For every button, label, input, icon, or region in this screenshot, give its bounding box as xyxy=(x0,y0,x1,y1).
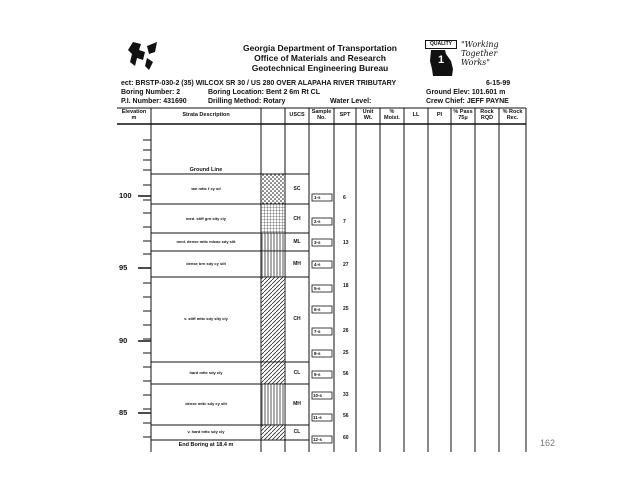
crew-chief: Crew Chief: JEFF PAYNE xyxy=(426,98,509,105)
col-spt: SPT xyxy=(339,112,351,118)
spt-value: 18 xyxy=(343,283,349,289)
col-pi: PI xyxy=(436,112,443,118)
header-title: Georgia Department of Transportation xyxy=(243,43,397,53)
spt-value: 25 xyxy=(343,306,349,312)
col-rock-label: Rock xyxy=(480,109,494,115)
strata-description: tan mttc f cy sd xyxy=(191,186,221,191)
elevation-label: 100 xyxy=(119,191,132,200)
quality-number: 1 xyxy=(437,54,445,66)
boring-location: Boring Location: Bent 2 6m Rt CL xyxy=(208,89,320,96)
col-pass-sub: 75μ xyxy=(458,115,468,121)
header-subtitle: Office of Materials and Research xyxy=(254,53,386,63)
sample-number: 1-s xyxy=(314,195,321,200)
motto-line-3: Works" xyxy=(461,58,490,67)
spt-value: 33 xyxy=(343,392,349,398)
boring-number: Boring Number: 2 xyxy=(121,89,181,96)
strata-description: v. hard mttc sdy cly xyxy=(187,429,225,434)
spt-value: 60 xyxy=(343,435,349,441)
spt-value: 56 xyxy=(343,371,349,377)
col-rock-rqd xyxy=(475,109,499,121)
page-number: 162 xyxy=(540,438,556,448)
col-unit-wt-label: Wt. xyxy=(363,115,373,121)
uscs-code: MH xyxy=(293,261,301,267)
sample-number: 10-s xyxy=(313,393,323,398)
strata-description: med. dense mttc micac sdy silt xyxy=(176,239,236,244)
col-moisture xyxy=(380,109,404,121)
elevation-label: 90 xyxy=(119,336,128,345)
uscs-code: CL xyxy=(293,370,301,376)
strata-description: hard mttc sdy cly xyxy=(189,370,223,375)
motto-line-2: Together xyxy=(461,49,498,58)
uscs-code: SC xyxy=(293,186,301,192)
spt-value: 56 xyxy=(343,413,349,419)
pi-number: P.I. Number: 431690 xyxy=(121,98,187,105)
date: 6-15-99 xyxy=(486,80,511,87)
spt-value: 25 xyxy=(343,350,349,356)
col-sample xyxy=(309,109,334,121)
col-moisture-label: Moist. xyxy=(384,115,400,121)
header-bureau: Geotechnical Engineering Bureau xyxy=(251,63,389,73)
col-uscs: USCS xyxy=(289,112,305,118)
col-moisture-pct: % xyxy=(389,109,395,115)
col-unit-label: Unit xyxy=(362,109,374,115)
col-pass-label: % Pass xyxy=(453,109,473,115)
sample-number: 9-s xyxy=(314,372,321,377)
sample-number: 3-s xyxy=(314,240,321,245)
motto-line-1: "Working xyxy=(461,40,499,49)
uscs-code: CH xyxy=(293,316,301,322)
uscs-code: CH xyxy=(293,216,301,222)
uscs-code: ML xyxy=(293,239,301,245)
strata-description: dense brn sdy cy silt xyxy=(186,261,226,266)
strata-description: dense mttc sdy cy silt xyxy=(185,401,227,406)
spt-value: 13 xyxy=(343,240,349,246)
col-ll: LL xyxy=(412,112,420,118)
sample-number: 4-s xyxy=(314,262,321,267)
sample-number: 7-s xyxy=(314,329,321,334)
col-elevation-unit: m xyxy=(131,115,137,121)
col-rock-pct-label: % Rock xyxy=(502,109,523,115)
col-strata: Strata Description xyxy=(182,112,230,118)
uscs-code: CL xyxy=(293,429,301,435)
col-elevation xyxy=(117,109,151,121)
elevation-label: 85 xyxy=(119,408,128,417)
spt-value: 27 xyxy=(343,262,349,268)
strata-description: med. stiff grn slty cly xyxy=(185,216,226,221)
spt-value: 26 xyxy=(343,328,349,334)
sample-number: 8-s xyxy=(314,351,321,356)
uscs-code: MH xyxy=(293,401,301,407)
spt-value: 7 xyxy=(343,219,346,225)
sample-number: 11-s xyxy=(313,415,322,420)
spt-value: 6 xyxy=(343,195,346,201)
col-sample-no: No. xyxy=(317,115,326,121)
sample-number: 12-s xyxy=(313,437,323,442)
col-unit-wt xyxy=(356,109,380,121)
col-rqd-label: RQD xyxy=(480,115,494,121)
end-boring-label: End Boring at 18.4 m xyxy=(178,442,234,448)
sample-number: 5-s xyxy=(314,286,321,291)
project-line: ect: BRSTP-030-2 (35) WILCOX SR 30 / US 280 OVER ALAPAHA RIVER TRIBUTARY xyxy=(121,80,397,87)
elevation-label: 95 xyxy=(119,263,128,272)
col-rec-label: Rec. xyxy=(506,115,519,121)
drilling-method: Drilling Method: Rotary xyxy=(208,98,286,105)
col-sample-label: Sample xyxy=(311,109,332,115)
col-pass xyxy=(451,109,475,121)
water-level: Water Level: xyxy=(330,98,372,105)
sample-number: 2-s xyxy=(314,219,321,224)
strata-description: v. stiff mttc sdy slty cly xyxy=(184,316,228,321)
col-rock-rec xyxy=(499,109,526,121)
col-elevation-label: Elevation xyxy=(121,109,147,115)
ground-line-label: Ground Line xyxy=(189,167,223,173)
ground-elev: Ground Elev: 101.601 m xyxy=(426,89,506,96)
sample-number: 6-s xyxy=(314,307,321,312)
quality-badge: QUALITY xyxy=(425,40,457,49)
